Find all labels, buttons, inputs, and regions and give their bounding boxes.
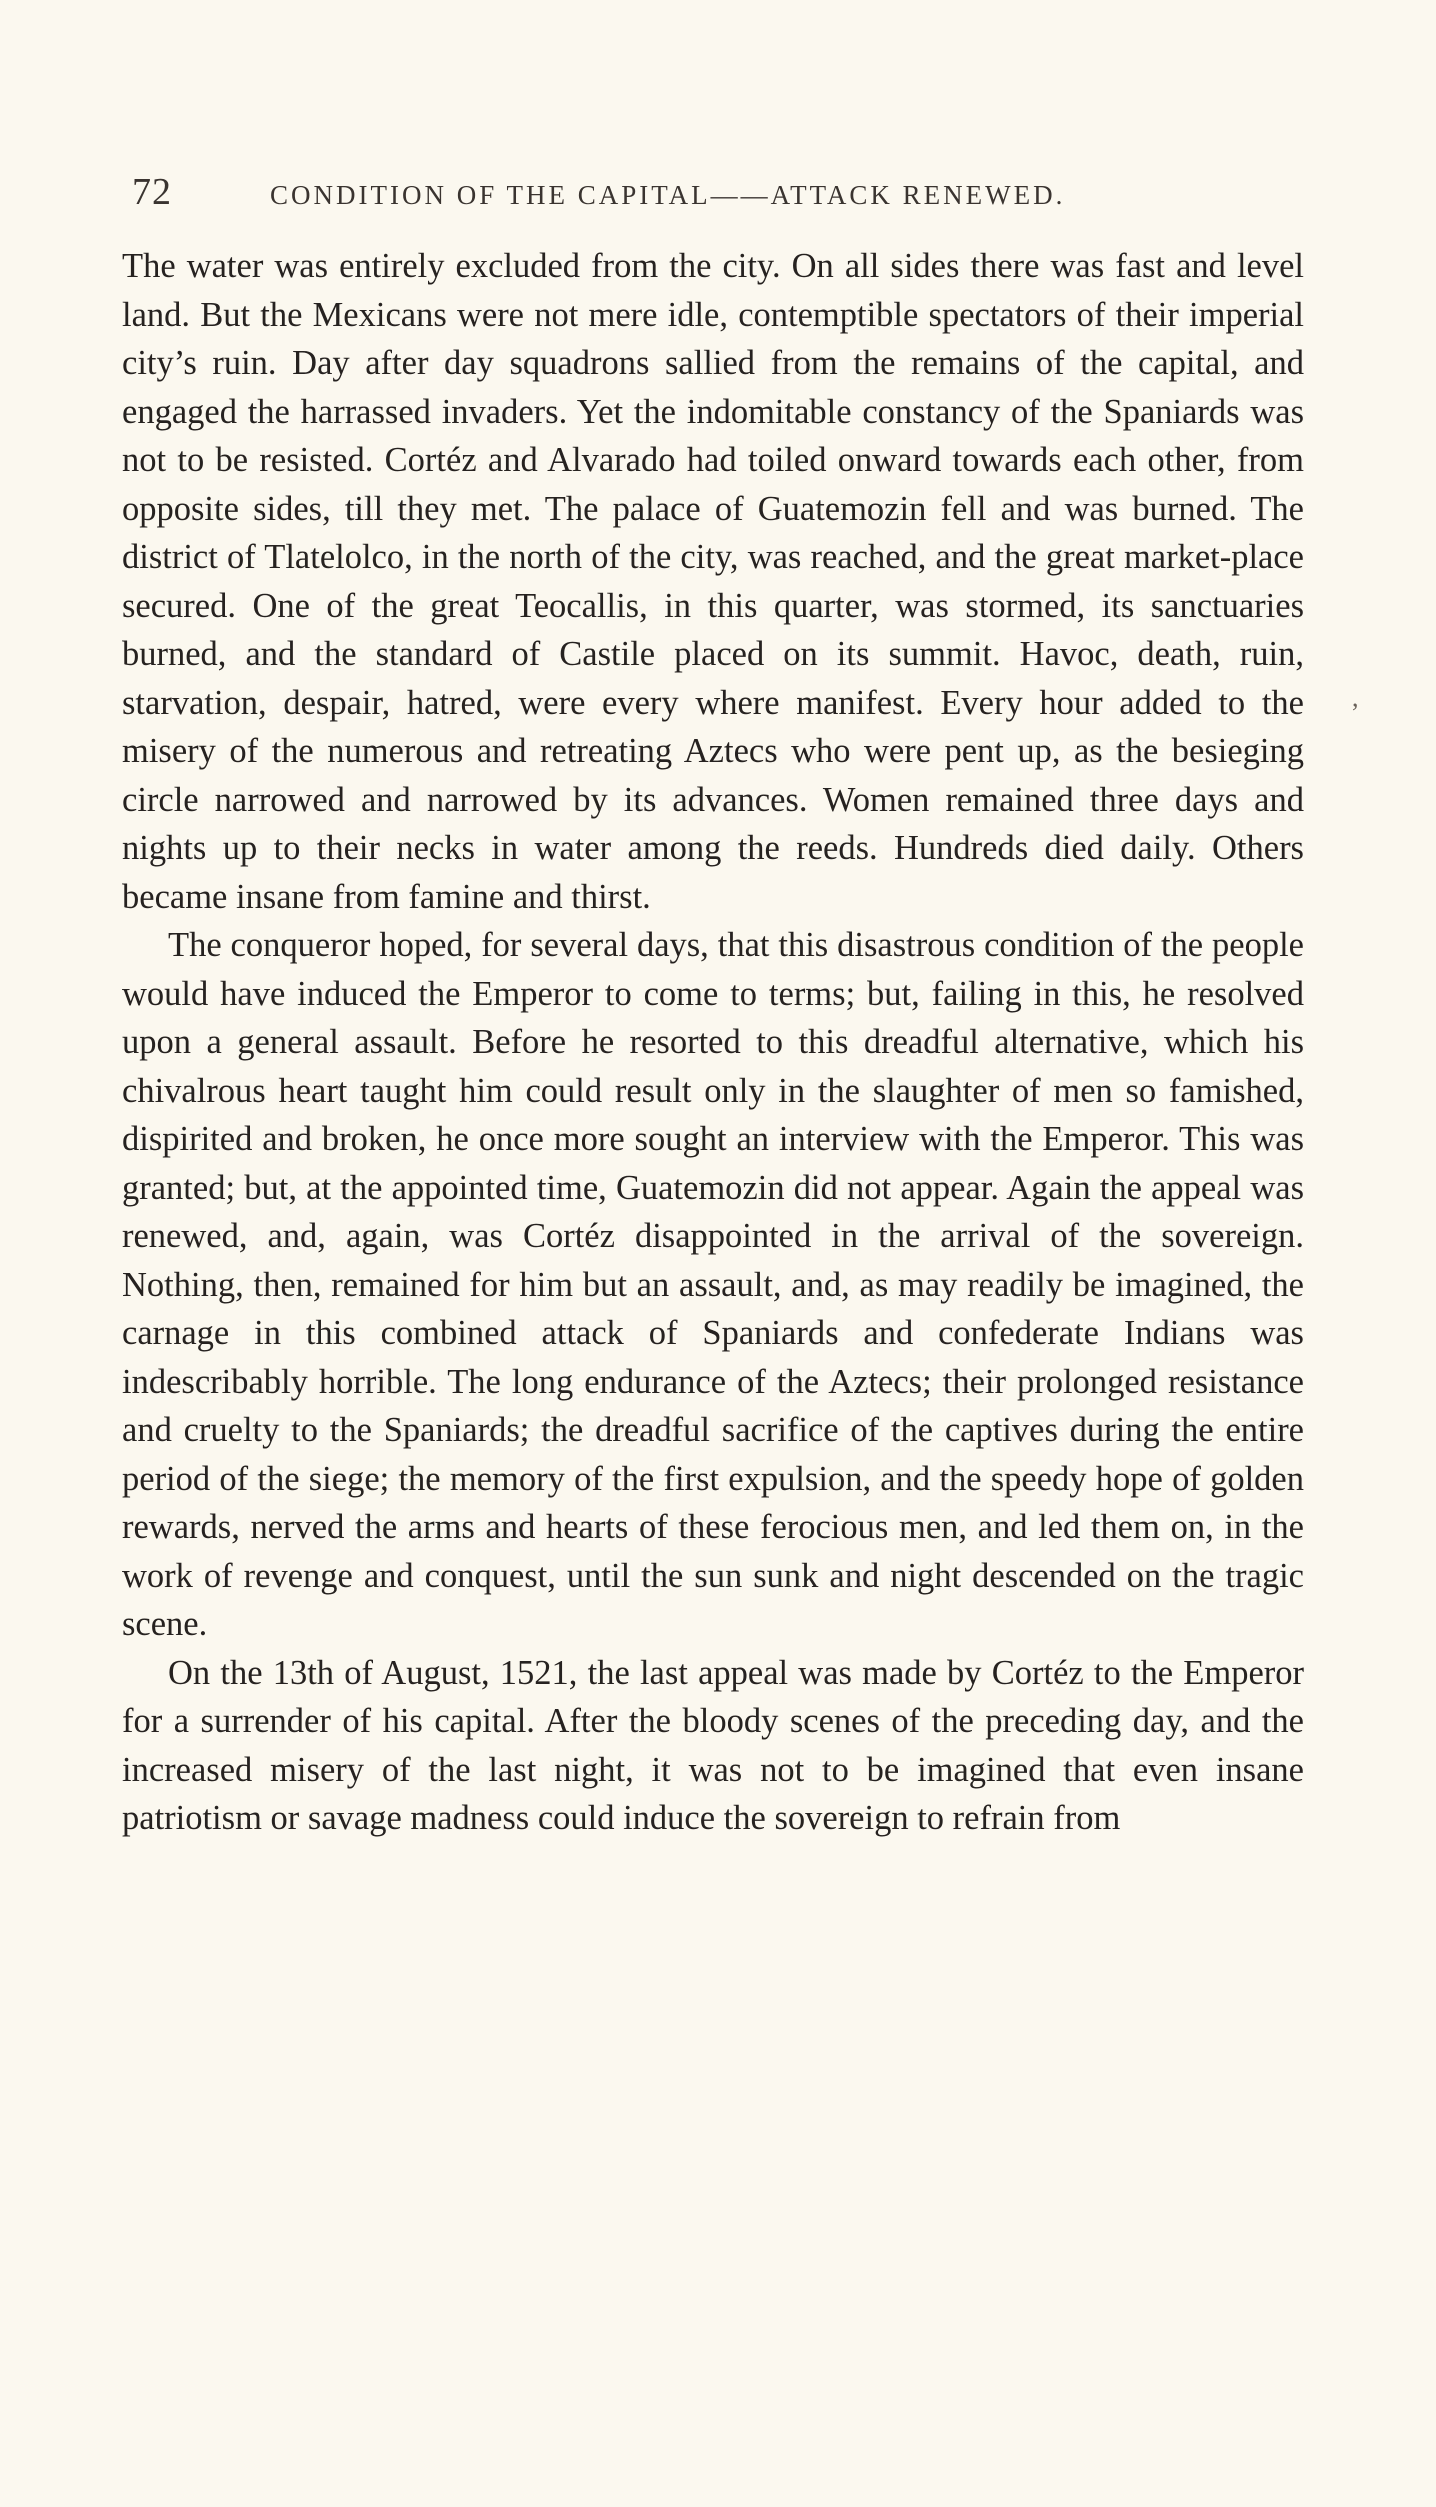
paragraph-3: On the 13th of August, 1521, the last appeal was made by Cortéz to the Emperor for a surrender of his capital. After the bloody scenes of the preceding day, and the increased misery of the last night, it was not to be imagined that even insane patriotism or savage madness could induce the sovereign to refrain from <box>122 1653 1304 1837</box>
running-head: CONDITION OF THE CAPITAL——ATTACK RENEWED. <box>270 180 1066 210</box>
body-text <box>122 242 1304 1843</box>
book-page <box>122 160 1304 1843</box>
margin-mark: , <box>1352 683 1359 712</box>
paragraph-1: The water was entirely excluded from the city. On all sides there was fast and level land. But the Mexicans were not mere idle, contemptible spectators of their imperial city’s ruin. Day after day squadrons sallied from the remains of the capital, and engaged the harrassed invaders. Yet the indomitable constancy of the Spaniards was not to be resisted. Cortéz and Alvarado had toiled onward towards each other, from opposite sides, till they met. The palace of Guatemozin fell and was burned. The district of Tlatelolco, in the north of the city, was reached, and the great market-place secured. One of the great Teocallis, in this quarter, was stormed, its sanctuaries burned, and the standard of Castile placed on its summit. Havoc, death, ruin, starvation, despair, hatred, were every where manifest. Every hour added to the misery of the numerous and retreating Aztecs who were pent up, as the besieging circle narrowed and narrowed by its advances. Women remained three days and nights up to their necks in water among the reeds. Hundreds died daily. Others became insane from famine and thirst. <box>122 247 1304 916</box>
page-number: 72 <box>132 171 172 213</box>
paragraph-2: The conqueror hoped, for several days, that this disastrous condition of the people would have induced the Emperor to come to terms; but, failing in this, he resolved upon a general assault. Before he resorted to this dreadful alternative, which his chivalrous heart taught him could result only in the slaughter of men so famished, dispirited and broken, he once more sought an interview with the Emperor. This was granted; but, at the appointed time, Guatemozin did not appear. Again the appeal was renewed, and, again, was Cortéz disappointed in the arrival of the sovereign. Nothing, then, remained for him but an assault, and, as may readily be imagined, the carnage in this combined attack of Spaniards and confederate Indians was indescribably horrible. The long endurance of the Aztecs; their prolonged resistance and cruelty to the Spaniards; the dreadful sacrifice of the captives during the entire period of the siege; the memory of the first expulsion, and the speedy hope of golden rewards, nerved the arms and hearts of these ferocious men, and led them on, in the work of revenge and conquest, until the sun sunk and night descended on the tragic scene. <box>122 926 1304 1643</box>
page-header <box>122 160 1304 220</box>
